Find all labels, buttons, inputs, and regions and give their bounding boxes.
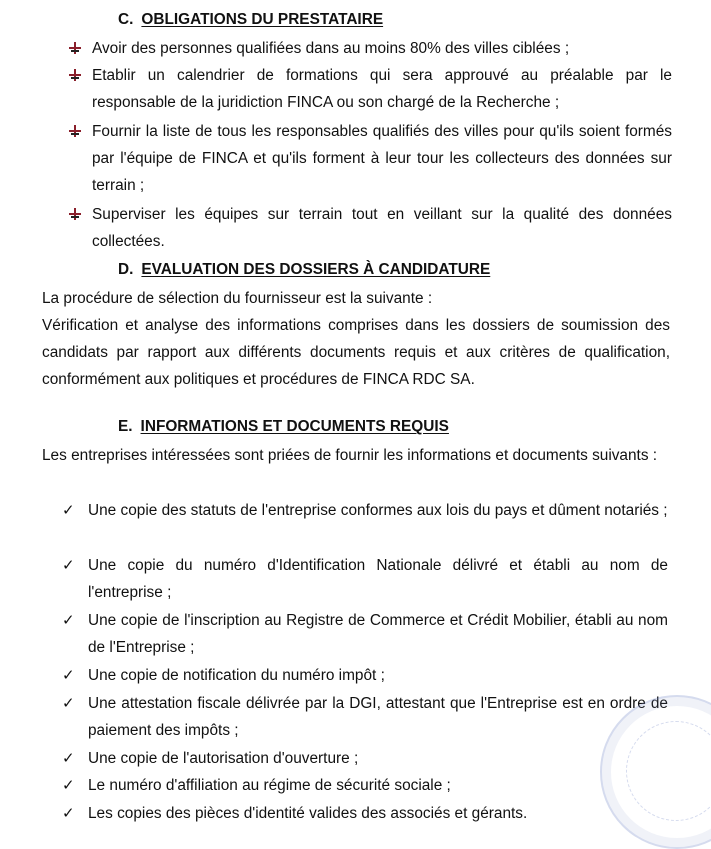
check-icon: ✓	[62, 750, 75, 767]
check-icon: ✓	[62, 612, 75, 629]
list-item: ✓ Une copie du numéro d'Identification Nationale délivré et établi au nom de l'entreprise ;	[88, 552, 668, 606]
check-icon: ✓	[62, 805, 75, 822]
section-d-title: EVALUATION DES DOSSIERS À CANDIDATURE	[141, 261, 491, 278]
check-icon: ✓	[62, 557, 75, 574]
section-c-heading	[118, 6, 383, 33]
list-item: ✓ Une copie des statuts de l'entreprise conformes aux lois du pays et dûment notariés ;	[88, 497, 668, 524]
company-stamp-inner	[626, 721, 711, 821]
section-e-letter: E.	[118, 418, 133, 435]
section-e-heading	[118, 413, 449, 440]
section-d-intro: La procédure de sélection du fournisseur est la suivante :	[42, 290, 433, 307]
list-item: Avoir des personnes qualifiées dans au moins 80% des villes ciblées ;	[92, 35, 672, 62]
section-e-intro: Les entreprises intéressées sont priées de fournir les informations et documents suivants :	[42, 447, 658, 464]
check-icon: ✓	[62, 777, 75, 794]
arrow-bullet-icon	[68, 68, 82, 82]
list-item: ✓ Une copie de notification du numéro impôt ;	[88, 662, 668, 689]
list-item: Superviser les équipes sur terrain tout en veillant sur la qualité des données collectées.	[92, 201, 672, 255]
list-item: ✓ Une copie de l'inscription au Registre de Commerce et Crédit Mobilier, établi au nom de l'Entreprise ;	[88, 607, 668, 661]
list-item: Fournir la liste de tous les responsables qualifiés des villes pour qu'ils soient formés par l'équipe de FINCA et qu'ils forment à leur tour les collecteurs des données sur terrain ;	[92, 118, 672, 199]
arrow-bullet-icon	[68, 207, 82, 221]
section-c-title: OBLIGATIONS DU PRESTATAIRE	[141, 11, 384, 28]
arrow-bullet-icon	[68, 124, 82, 138]
arrow-bullet-icon	[68, 41, 82, 55]
list-item: ✓ Une copie de l'autorisation d'ouverture ;	[88, 745, 668, 772]
list-item: Etablir un calendrier de formations qui sera approuvé au préalable par le responsable de la juridiction FINCA ou son chargé de la Recherche ;	[92, 62, 672, 116]
section-d-letter: D.	[118, 261, 134, 278]
section-c-letter: C.	[118, 11, 134, 28]
section-e-title: INFORMATIONS ET DOCUMENTS REQUIS	[140, 418, 449, 435]
check-icon: ✓	[62, 667, 75, 684]
list-item: ✓ Le numéro d'affiliation au régime de sécurité sociale ;	[88, 772, 668, 799]
check-icon: ✓	[62, 502, 75, 519]
list-item: ✓ Une attestation fiscale délivrée par la DGI, attestant que l'Entreprise est en ordre de paiement des impôts ;	[88, 690, 668, 744]
section-d-body: Vérification et analyse des informations comprises dans les dossiers de soumission des candidats par rapport aux différents documents requis et aux critères de qualification, conformément aux politiques et procédures de FINCA RDC SA.	[42, 317, 670, 388]
check-icon: ✓	[62, 695, 75, 712]
list-item: ✓ Les copies des pièces d'identité valides des associés et gérants.	[88, 800, 668, 827]
section-d-heading	[118, 256, 490, 283]
